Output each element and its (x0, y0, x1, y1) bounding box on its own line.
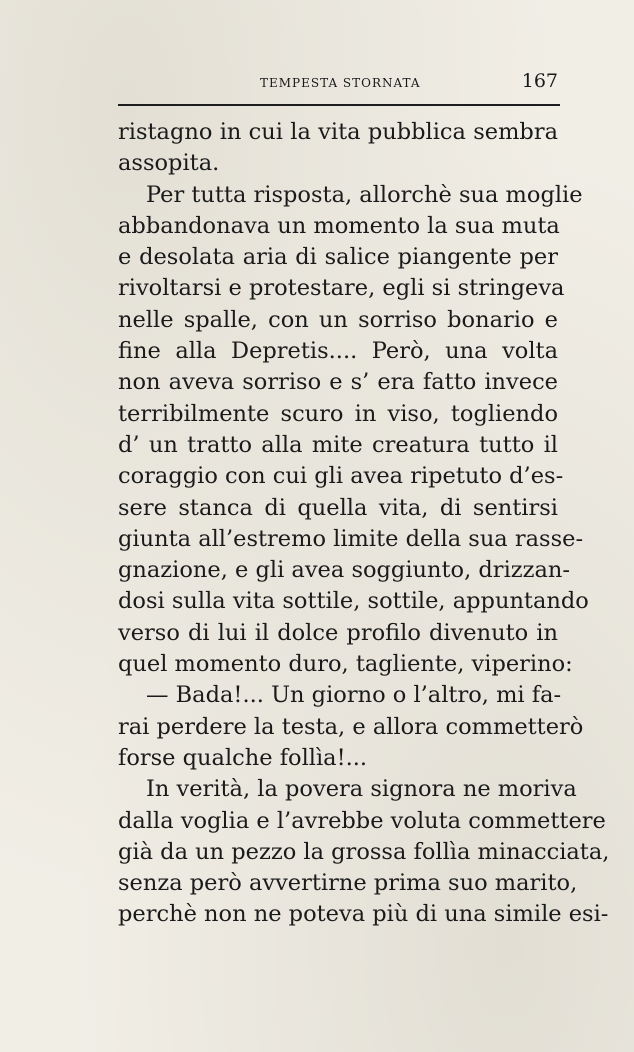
text-line: senza però avvertirne prima suo marito, (118, 870, 578, 897)
text-line: forse qualche follìa!... (118, 744, 368, 771)
text-line: già da un pezzo la grossa follìa minacciata, (118, 838, 610, 865)
text-line: dosi sulla vita sottile, sottile, appuntando (118, 588, 589, 615)
body-text (118, 117, 610, 931)
text-line: abbandonava un momento la sua muta (118, 212, 560, 239)
text-line: terribilmente scuro in viso, togliendo (118, 400, 558, 427)
text-line: verso di lui il dolce profilo divenuto in (118, 619, 558, 646)
running-title: TEMPESTA STORNATA (260, 76, 421, 90)
text-line: rivoltarsi e protestare, egli si stringeva (118, 275, 565, 302)
header-rule (118, 104, 560, 106)
text-line: coraggio con cui gli avea ripetuto d’es- (118, 463, 564, 490)
text-line: Per tutta risposta, allorchè sua moglie (146, 181, 583, 208)
text-line: perchè non ne poteva più di una simile esi- (118, 901, 609, 928)
text-line: e desolata aria di salice piangente per (118, 244, 558, 271)
page-header (118, 72, 558, 96)
text-line: ristagno in cui la vita pubblica sembra (118, 119, 558, 145)
text-line: gnazione, e gli avea soggiunto, drizzan- (118, 557, 570, 584)
text-line: fine alla Depretis.... Però, una volta (118, 338, 558, 365)
text-line: assopita. (118, 150, 220, 177)
text-line: dalla voglia e l’avrebbe voluta commettere (118, 807, 606, 834)
text-line: rai perdere la testa, e allora commetterò (118, 713, 584, 740)
text-line: In verità, la povera signora ne moriva (146, 776, 577, 803)
page-number: 167 (521, 70, 558, 92)
text-line: nelle spalle, con un sorriso bonario e (118, 306, 558, 333)
text-line: quel momento duro, tagliente, viperino: (118, 651, 573, 678)
text-line: sere stanca di quella vita, di sentirsi (118, 494, 558, 521)
text-line: — Bada!... Un giorno o l’altro, mi fa- (146, 682, 562, 709)
text-line: d’ un tratto alla mite creatura tutto il (118, 431, 558, 458)
text-line: non aveva sorriso e s’ era fatto invece (118, 369, 558, 396)
text-line: giunta all’estremo limite della sua rasse- (118, 525, 584, 552)
